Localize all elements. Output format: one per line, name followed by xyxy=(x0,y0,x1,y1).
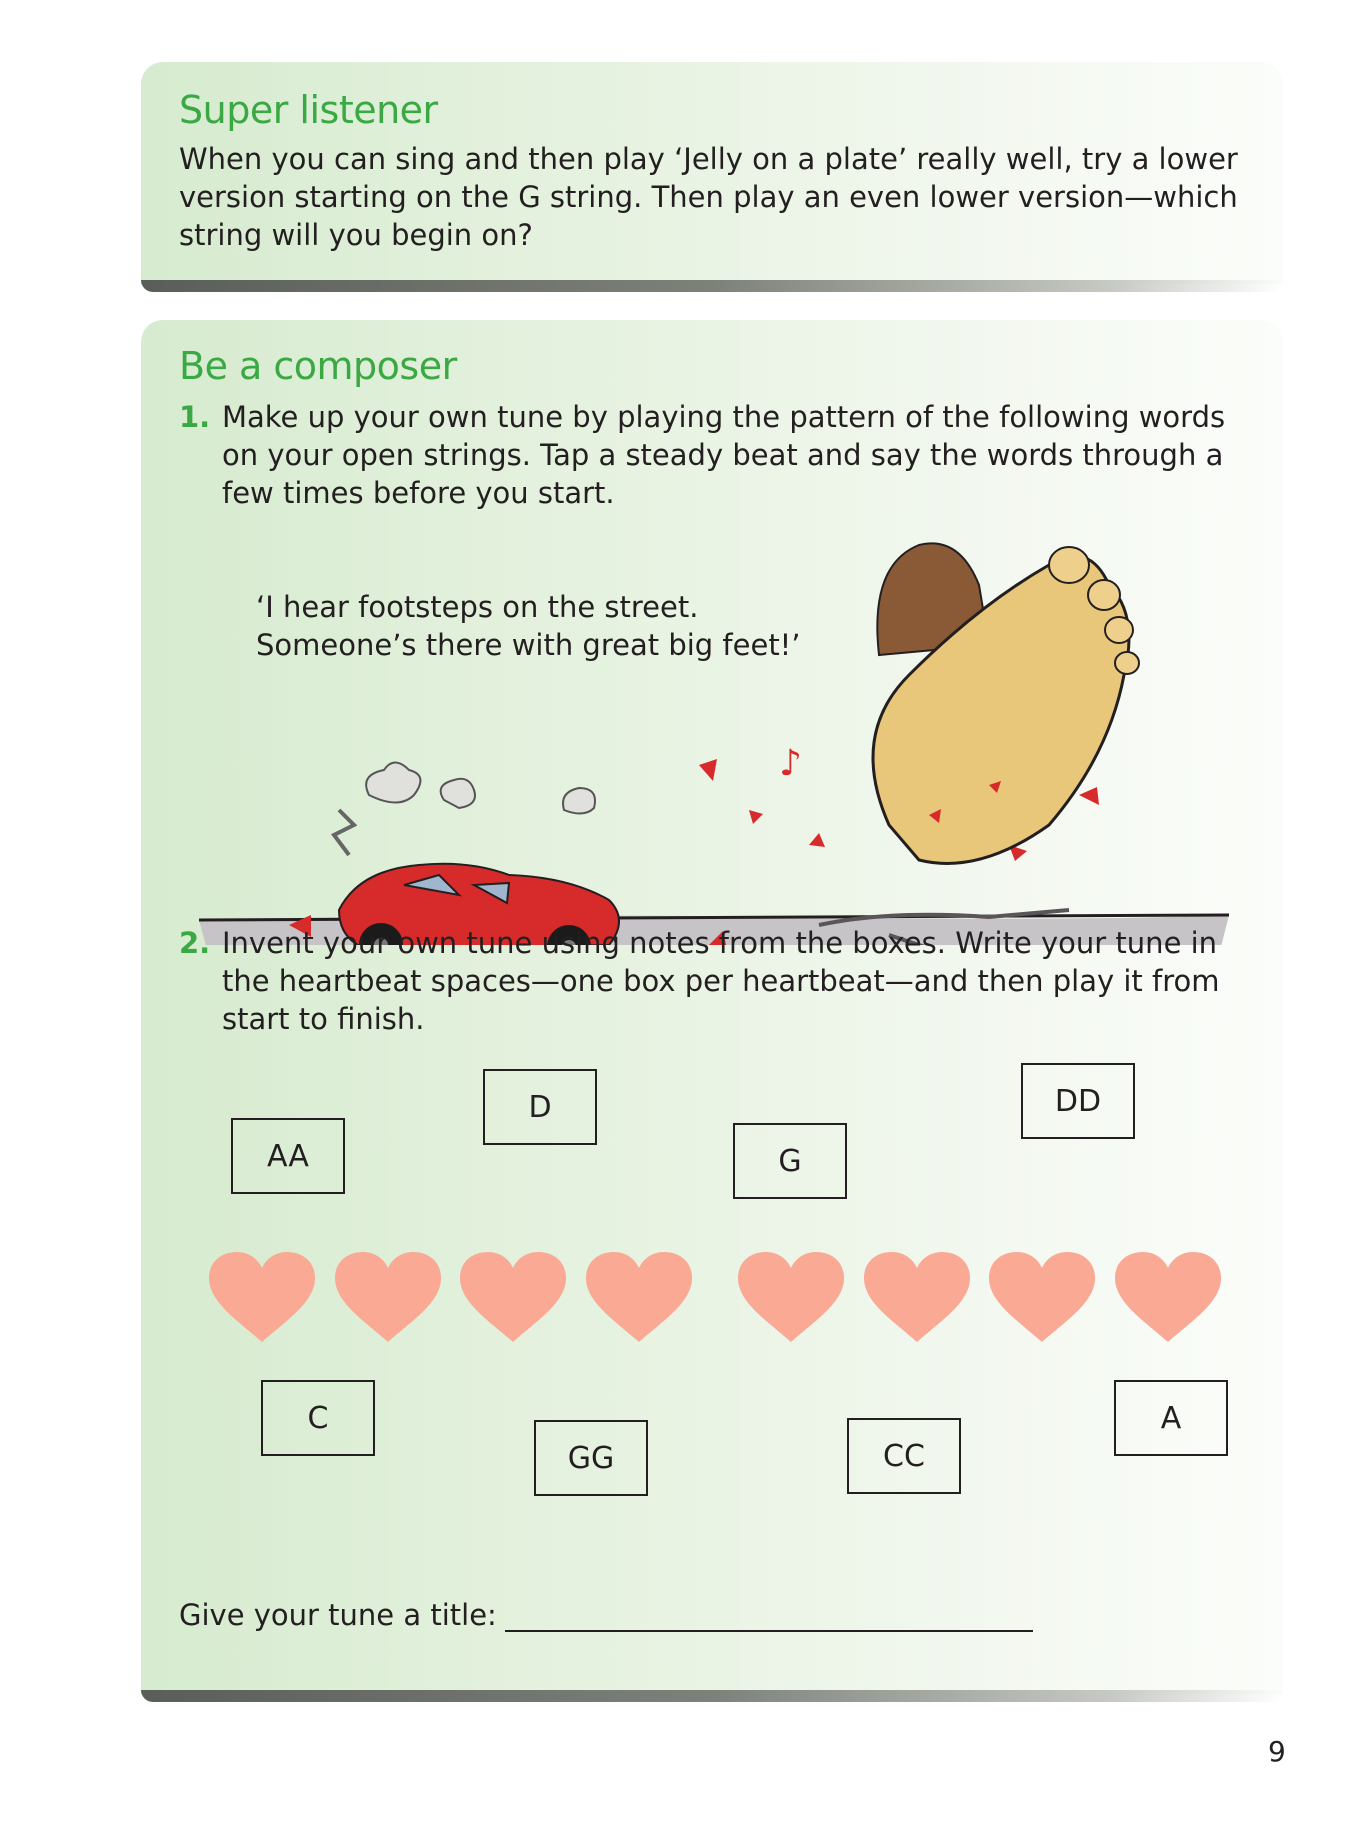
super-listener-text: When you can sing and then play ‘Jelly on a plate’ really well, try a lower version starting on the G string. Then play an even lower version—which string will you begin on? xyxy=(179,142,1238,252)
note-box-aa: AA xyxy=(231,1118,345,1194)
composer-heading: Be a composer xyxy=(179,344,457,388)
smoke-puffs xyxy=(366,763,595,814)
instruction-1 xyxy=(179,398,1259,512)
giant-foot xyxy=(873,543,1139,863)
title-blank-line[interactable] xyxy=(505,1600,1033,1632)
heartbeat-space[interactable] xyxy=(333,1250,443,1344)
note-box-cc: CC xyxy=(847,1418,961,1494)
poem-line-2: Someone’s there with great big feet!’ xyxy=(256,628,801,662)
super-listener-heading: Super listener xyxy=(179,88,438,132)
composer-panel xyxy=(141,320,1283,1694)
note-box-a: A xyxy=(1114,1380,1228,1456)
title-prompt xyxy=(179,1598,1033,1632)
poem xyxy=(256,588,801,664)
note-box-g: G xyxy=(733,1123,847,1199)
instruction-1-text: Make up your own tune by playing the pattern of the following words on your open strings. Tap a steady beat and say the words through a few times before you start. xyxy=(222,400,1226,510)
heartbeat-space[interactable] xyxy=(862,1250,972,1344)
instruction-1-number: 1. xyxy=(179,400,211,434)
heartbeat-space[interactable] xyxy=(1113,1250,1223,1344)
panel-shadow xyxy=(141,280,1283,292)
note-box-c: C xyxy=(261,1380,375,1456)
heartbeat-space[interactable] xyxy=(736,1250,846,1344)
poem-line-1: ‘I hear footsteps on the street. xyxy=(256,590,699,624)
panel-shadow xyxy=(141,1690,1283,1702)
music-note-icon: ♪ xyxy=(779,743,802,784)
page-number: 9 xyxy=(1268,1735,1286,1768)
instruction-2 xyxy=(179,924,1259,1038)
heartbeat-space[interactable] xyxy=(987,1250,1097,1344)
heartbeat-space[interactable] xyxy=(458,1250,568,1344)
super-listener-panel xyxy=(141,62,1283,284)
heartbeat-space[interactable] xyxy=(584,1250,694,1344)
note-box-dd: DD xyxy=(1021,1063,1135,1139)
note-box-gg: GG xyxy=(534,1420,648,1496)
title-prompt-label: Give your tune a title: xyxy=(179,1598,497,1632)
instruction-2-number: 2. xyxy=(179,926,211,960)
note-box-d: D xyxy=(483,1069,597,1145)
heartbeat-space[interactable] xyxy=(207,1250,317,1344)
instruction-2-text: Invent your own tune using notes from the boxes. Write your tune in the heartbeat spaces—one box per heartbeat—and then play it from start to finish. xyxy=(222,926,1220,1036)
